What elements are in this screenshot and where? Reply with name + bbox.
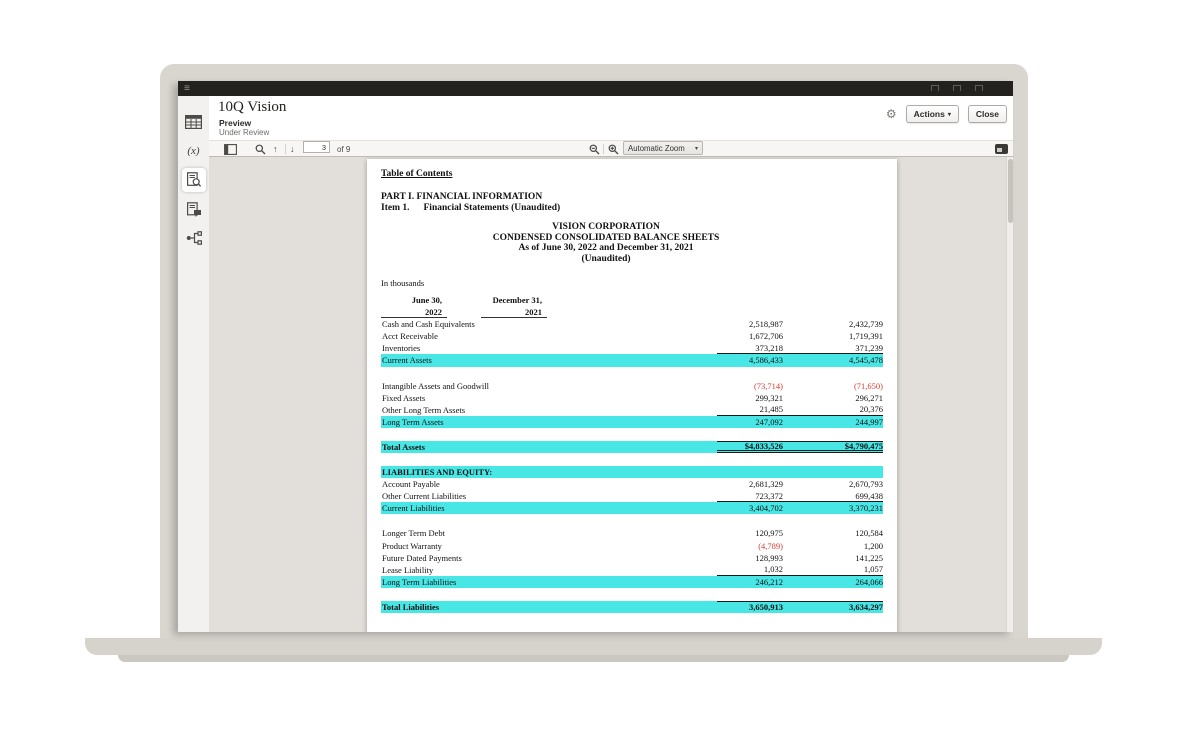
table-spacer <box>381 453 883 466</box>
row-label: Total Assets <box>382 441 425 452</box>
row-label: Current Assets <box>382 355 432 366</box>
cell-value: $4,790,475 <box>844 440 883 451</box>
table-row <box>381 380 883 392</box>
cell-value: 1,200 <box>863 540 883 551</box>
cell-value: 2,518,987 <box>749 319 783 330</box>
row-label: Current Liabilities <box>382 503 445 514</box>
cell-value: 3,634,297 <box>849 602 883 613</box>
chevron-down-icon: ▾ <box>694 145 698 152</box>
divider <box>285 144 286 154</box>
table-header-row: 2022 2021 <box>381 306 883 318</box>
app-window <box>178 81 1013 632</box>
row-label: Fixed Assets <box>382 392 426 403</box>
page-number-input[interactable] <box>303 141 330 153</box>
cell-value: 723,372 <box>755 490 783 501</box>
table-row <box>381 540 883 552</box>
laptop-base <box>85 638 1102 655</box>
cell-value: 3,404,702 <box>749 503 783 514</box>
zoom-in-icon[interactable] <box>608 141 619 157</box>
page-count-label: of 9 <box>337 144 351 154</box>
table-row <box>381 392 883 404</box>
row-label: Product Warranty <box>382 540 442 551</box>
cell-value: 1,057 <box>863 564 883 575</box>
table-header-row: June 30, December 31, <box>411 295 542 305</box>
balance-sheet-table <box>381 294 883 613</box>
workflow-branch-icon[interactable] <box>182 226 206 250</box>
row-label: Total Liabilities <box>382 601 440 612</box>
table-row <box>381 441 883 453</box>
table-row <box>381 318 883 330</box>
toc-link[interactable]: Table of Contents <box>381 169 453 179</box>
item-heading: Item 1. Financial Statements (Unaudited) <box>381 203 561 213</box>
cell-value: 120,975 <box>755 528 783 539</box>
cell-value: $4,833,526 <box>744 440 783 451</box>
cell-value: (71,650) <box>853 380 883 391</box>
cell-value: (73,714) <box>753 380 783 391</box>
cell-value: 373,218 <box>755 342 783 353</box>
hamburger-menu-icon[interactable]: ≡ <box>184 83 190 94</box>
sidebar-toggle-icon[interactable] <box>224 141 237 157</box>
divider <box>603 144 604 154</box>
close-button[interactable]: Close <box>968 105 1007 123</box>
scrollbar-thumb[interactable] <box>1008 159 1013 223</box>
camera-icon[interactable] <box>995 141 1008 157</box>
table-row <box>381 404 883 416</box>
statement-title: VISION CORPORATION CONDENSED CONSOLIDATED BALANCE SHEETS As of June 30, 2022 and December 31, 2021 (Unaudited) <box>492 222 720 264</box>
row-label: Other Current Liabilities <box>382 491 467 502</box>
table-row <box>381 490 883 502</box>
row-label: Long Term Liabilities <box>382 576 457 587</box>
document-comment-icon[interactable] <box>182 197 206 221</box>
search-icon[interactable] <box>255 141 266 157</box>
cell-value: 247,092 <box>755 416 783 427</box>
table-row <box>381 527 883 539</box>
table-row <box>381 601 883 613</box>
titlebar-icons <box>931 85 983 91</box>
spreadsheet-icon[interactable] <box>182 110 206 134</box>
cell-value: 141,225 <box>855 552 883 563</box>
cell-value: 120,584 <box>855 528 883 539</box>
preview-label: Preview <box>219 118 252 128</box>
row-label: Longer Term Debt <box>382 528 445 539</box>
page-title: 10Q Vision <box>218 99 287 115</box>
cell-value: 1,032 <box>763 564 783 575</box>
cell-value: 699,438 <box>855 490 883 501</box>
row-label: Long Term Assets <box>382 416 444 427</box>
app-header <box>209 96 1013 140</box>
row-label: Cash and Cash Equivalents <box>382 319 475 330</box>
row-label: Account Payable <box>382 479 440 490</box>
table-row <box>381 502 883 514</box>
pdf-viewer-area <box>209 157 1013 632</box>
cell-value: 128,993 <box>755 552 783 563</box>
icon-sidebar <box>178 96 209 632</box>
cell-value: 2,681,329 <box>749 479 783 490</box>
formula-icon[interactable]: (x) <box>187 145 200 157</box>
status-badge: Under Review <box>219 128 270 137</box>
table-spacer <box>381 514 883 527</box>
cell-value: 1,672,706 <box>749 331 783 342</box>
actions-button[interactable]: Actions ▾ <box>906 105 959 123</box>
row-label: Future Dated Payments <box>382 552 462 563</box>
cell-value: 21,485 <box>759 404 783 415</box>
cell-value: 296,271 <box>855 392 883 403</box>
table-row <box>381 354 883 366</box>
cell-value: 244,997 <box>855 416 883 427</box>
table-row <box>381 576 883 588</box>
chevron-down-icon: ▾ <box>947 111 951 118</box>
cell-value: 4,545,478 <box>849 355 883 366</box>
table-spacer <box>381 588 883 601</box>
row-label: Other Long Term Assets <box>382 404 466 415</box>
zoom-out-icon[interactable] <box>589 141 600 157</box>
table-row <box>381 466 883 478</box>
previous-page-icon[interactable]: ↑ <box>273 144 278 154</box>
zoom-level-select[interactable]: Automatic Zoom ▾ <box>623 141 703 155</box>
document-page <box>367 159 897 632</box>
document-preview-icon[interactable] <box>182 168 206 192</box>
table-row <box>381 564 883 576</box>
table-spacer <box>381 428 883 441</box>
cell-value: 2,432,739 <box>849 319 883 330</box>
part-heading: PART I. FINANCIAL INFORMATION <box>381 192 543 202</box>
cell-value: 264,066 <box>855 576 883 587</box>
cell-value: 299,321 <box>755 392 783 403</box>
row-label: LIABILITIES AND EQUITY: <box>382 467 493 478</box>
table-row <box>381 478 883 490</box>
laptop-base-shadow <box>118 655 1069 662</box>
pdf-toolbar <box>209 140 1013 157</box>
row-label: Acct Receivable <box>382 331 438 342</box>
table-row <box>381 330 883 342</box>
cell-value: 3,650,913 <box>749 602 783 613</box>
row-label: Inventories <box>382 343 421 354</box>
cell-value: (4,789) <box>758 540 783 551</box>
row-label: Lease Liability <box>382 564 434 575</box>
cell-value: 371,239 <box>855 342 883 353</box>
gear-icon[interactable]: ⚙ <box>885 107 897 121</box>
cell-value: 1,719,391 <box>849 331 883 342</box>
next-page-icon[interactable]: ↓ <box>290 144 295 154</box>
table-row <box>381 552 883 564</box>
scrollbar[interactable] <box>1006 157 1013 632</box>
cell-value: 2,670,793 <box>849 479 883 490</box>
cell-value: 20,376 <box>859 404 883 415</box>
row-label: Intangible Assets and Goodwill <box>382 380 489 391</box>
cell-value: 4,586,433 <box>749 355 783 366</box>
units-note: In thousands <box>381 278 425 288</box>
table-row <box>381 342 883 354</box>
cell-value: 3,370,231 <box>849 503 883 514</box>
window-titlebar <box>178 81 1013 96</box>
cell-value: 246,212 <box>755 576 783 587</box>
table-spacer <box>381 367 883 380</box>
table-row <box>381 416 883 428</box>
